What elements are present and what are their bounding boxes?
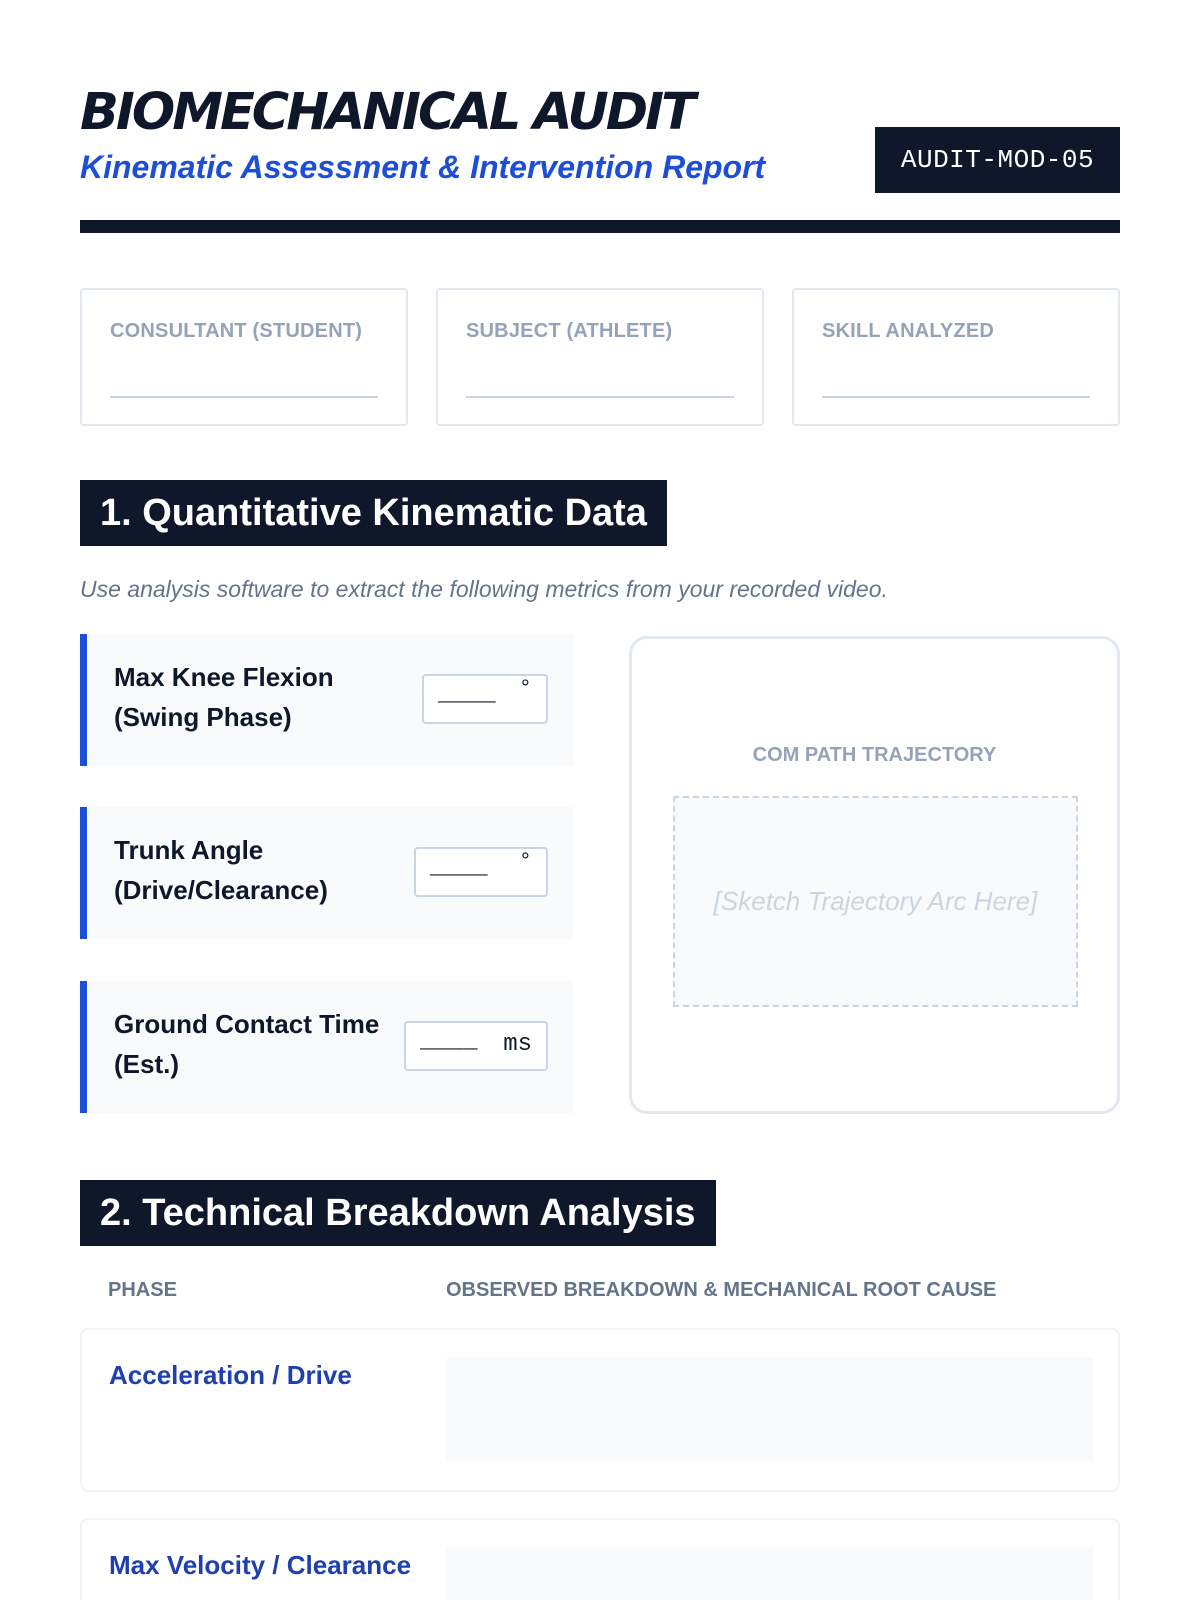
observation-input[interactable]	[446, 1357, 1094, 1461]
metric-label: Max Knee Flexion (Swing Phase)	[114, 662, 334, 732]
skill-field-label: SKILL ANALYZED	[822, 320, 995, 342]
skill-field-line[interactable]	[822, 396, 1090, 398]
consultant-field-line[interactable]	[110, 396, 378, 398]
subject-field[interactable]	[436, 288, 764, 426]
consultant-field[interactable]	[80, 288, 408, 426]
report-subtitle: Kinematic Assessment & Intervention Report	[80, 149, 766, 185]
ground-contact-input[interactable]	[404, 1021, 548, 1071]
input-blank: ____	[438, 681, 496, 708]
input-blank: ____	[430, 854, 488, 881]
skill-field[interactable]	[792, 288, 1120, 426]
knee-flexion-input[interactable]	[422, 674, 548, 724]
sketch-hint: [Sketch Trajectory Arc Here]	[713, 886, 1038, 916]
column-header-observation: OBSERVED BREAKDOWN & MECHANICAL ROOT CAUSE	[446, 1279, 997, 1301]
observation-input[interactable]	[446, 1547, 1094, 1600]
section-2-header: 2. Technical Breakdown Analysis	[80, 1180, 716, 1246]
section-1-header: 1. Quantitative Kinematic Data	[80, 480, 667, 546]
section-1-instructions: Use analysis software to extract the following metrics from your recorded video.	[80, 576, 888, 602]
unit-degree: °	[518, 849, 532, 874]
unit-degree: °	[518, 676, 532, 701]
com-path-title: COM PATH TRAJECTORY	[752, 744, 997, 766]
metric-label: Trunk Angle (Drive/Clearance)	[114, 835, 328, 905]
phase-name: Max Velocity / Clearance	[109, 1550, 412, 1580]
metric-trunk-angle	[80, 807, 574, 939]
com-path-panel	[629, 636, 1120, 1114]
subject-field-line[interactable]	[466, 396, 734, 398]
report-title: BIOMECHANICAL AUDIT	[80, 83, 693, 142]
report-header	[80, 80, 1120, 190]
metric-ground-contact-time	[80, 981, 574, 1113]
metric-max-knee-flexion	[80, 634, 574, 766]
input-blank: ____	[420, 1028, 478, 1055]
trunk-angle-input[interactable]	[414, 847, 548, 897]
unit-ms: ms	[503, 1031, 532, 1058]
info-fields-row	[80, 288, 1120, 426]
breakdown-row-max-velocity	[80, 1518, 1120, 1600]
column-header-phase: PHASE	[108, 1279, 177, 1301]
audit-code-badge: AUDIT-MOD-05	[875, 127, 1120, 193]
trajectory-sketch-area[interactable]	[673, 796, 1078, 1007]
breakdown-row-acceleration	[80, 1328, 1120, 1492]
subject-field-label: SUBJECT (ATHLETE)	[466, 320, 673, 342]
phase-name: Acceleration / Drive	[109, 1360, 352, 1390]
metric-label: Ground Contact Time (Est.)	[114, 1009, 380, 1079]
header-divider	[80, 220, 1120, 233]
consultant-field-label: CONSULTANT (STUDENT)	[110, 320, 363, 342]
